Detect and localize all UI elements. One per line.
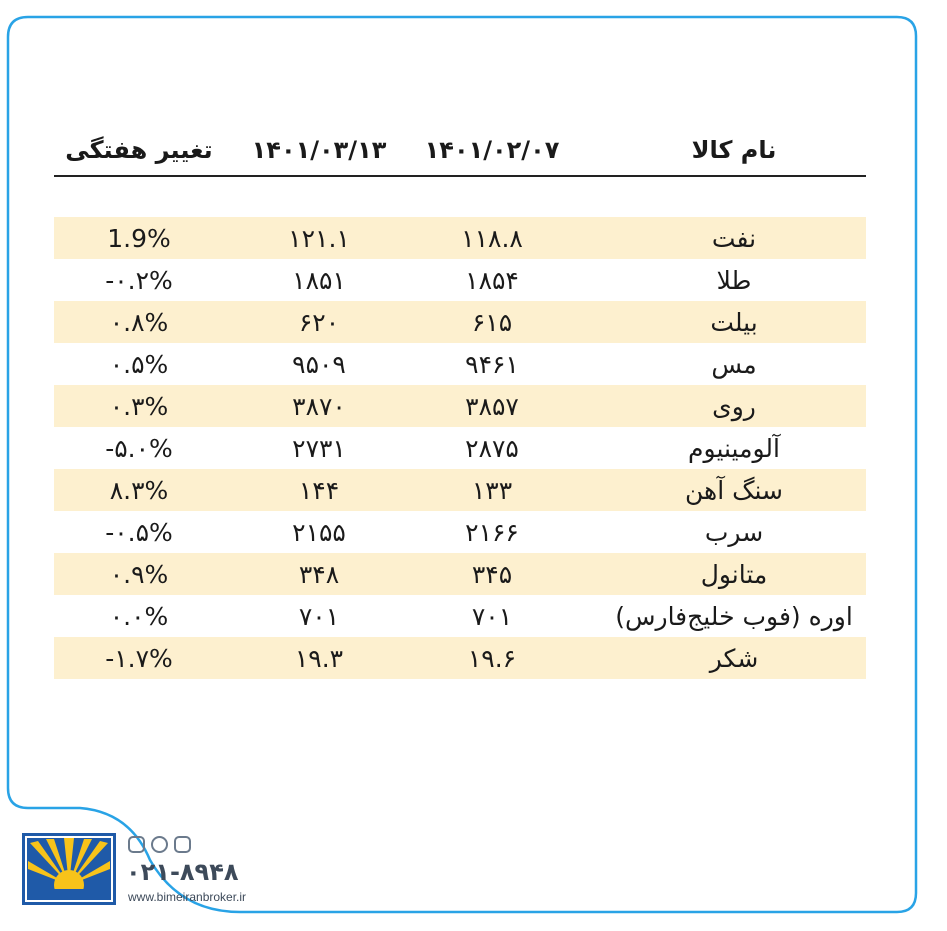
value-date2: ۹۵۰۹: [292, 349, 346, 379]
commodity-name: مس: [711, 349, 757, 379]
table-header: [54, 125, 866, 177]
header-date1: ۱۴۰۱/۰۲/۰۷: [424, 136, 560, 164]
value-date1: ۶۱۵: [471, 307, 513, 337]
table-row: [54, 595, 866, 637]
weekly-change: -۱.۷%: [105, 643, 173, 673]
table-row: [54, 637, 866, 679]
weekly-change: ۸.۳%: [109, 475, 169, 505]
weekly-change: ۰.۸%: [109, 307, 169, 337]
table-row: [54, 427, 866, 469]
value-date2: ۱۲۱.۱: [288, 223, 350, 253]
value-date2: ۱۴۴: [298, 475, 340, 505]
value-date2: ۱۸۵۱: [292, 265, 346, 295]
table-row: [54, 553, 866, 595]
table-row: [54, 217, 866, 259]
weekly-change: -۰.۲%: [105, 265, 173, 295]
table-row: [54, 343, 866, 385]
commodity-name: اوره (فوب خلیج‌فارس): [615, 601, 853, 631]
commodity-name: آلومینیوم: [688, 433, 780, 463]
commodity-name: متانول: [700, 559, 768, 589]
table-row: [54, 259, 866, 301]
value-date1: ۷۰۱: [471, 601, 513, 631]
weekly-change: -۵.۰%: [105, 433, 173, 463]
instagram-icon[interactable]: [128, 836, 145, 853]
table-body: [54, 217, 866, 679]
value-date2: ۶۲۰: [298, 307, 340, 337]
header-change: تغییر هفتگی: [65, 136, 213, 164]
weekly-change: ۰.۰%: [109, 601, 169, 631]
value-date2: ۱۹.۳: [294, 643, 344, 673]
commodity-name: سرب: [704, 517, 764, 547]
telegram-icon[interactable]: [151, 836, 168, 853]
value-date2: ۳۴۸: [298, 559, 340, 589]
table-row: [54, 301, 866, 343]
value-date1: ۳۸۵۷: [465, 391, 519, 421]
website-url[interactable]: www.bimeiranbroker.ir: [128, 890, 247, 904]
weekly-change: ۰.۳%: [109, 391, 169, 421]
commodity-name: روی: [712, 391, 756, 421]
value-date1: ۲۱۶۶: [465, 517, 519, 547]
value-date1: ۳۴۵: [471, 559, 513, 589]
weekly-change: -۰.۵%: [105, 517, 173, 547]
value-date1: ۱۹.۶: [467, 643, 517, 673]
value-date2: ۲۱۵۵: [292, 517, 346, 547]
rubika-icon[interactable]: [174, 836, 191, 853]
value-date1: ۱۱۸.۸: [461, 223, 523, 253]
company-logo: [22, 833, 116, 905]
commodity-name: سنگ آهن: [685, 475, 783, 505]
commodity-name: طلا: [716, 265, 752, 295]
table-row: [54, 469, 866, 511]
table-row: [54, 385, 866, 427]
commodity-name: نفت: [711, 223, 757, 253]
value-date1: ۱۳۳: [471, 475, 513, 505]
value-date2: ۲۷۳۱: [292, 433, 346, 463]
weekly-change: 1.9%: [107, 223, 171, 253]
header-name: نام کالا: [691, 136, 777, 164]
table-row: [54, 511, 866, 553]
value-date1: ۹۴۶۱: [465, 349, 519, 379]
commodity-name: بیلت: [710, 307, 758, 337]
commodity-name: شکر: [709, 643, 759, 673]
value-date1: ۲۸۷۵: [465, 433, 519, 463]
value-date1: ۱۸۵۴: [465, 265, 519, 295]
commodity-table: [54, 125, 866, 679]
value-date2: ۷۰۱: [298, 601, 340, 631]
weekly-change: ۰.۹%: [109, 559, 169, 589]
social-icons: [128, 836, 191, 853]
weekly-change: ۰.۵%: [109, 349, 169, 379]
header-date2: ۱۴۰۱/۰۳/۱۳: [251, 136, 387, 164]
value-date2: ۳۸۷۰: [292, 391, 346, 421]
phone-number: ۰۲۱-۸۹۴۸: [126, 858, 239, 886]
